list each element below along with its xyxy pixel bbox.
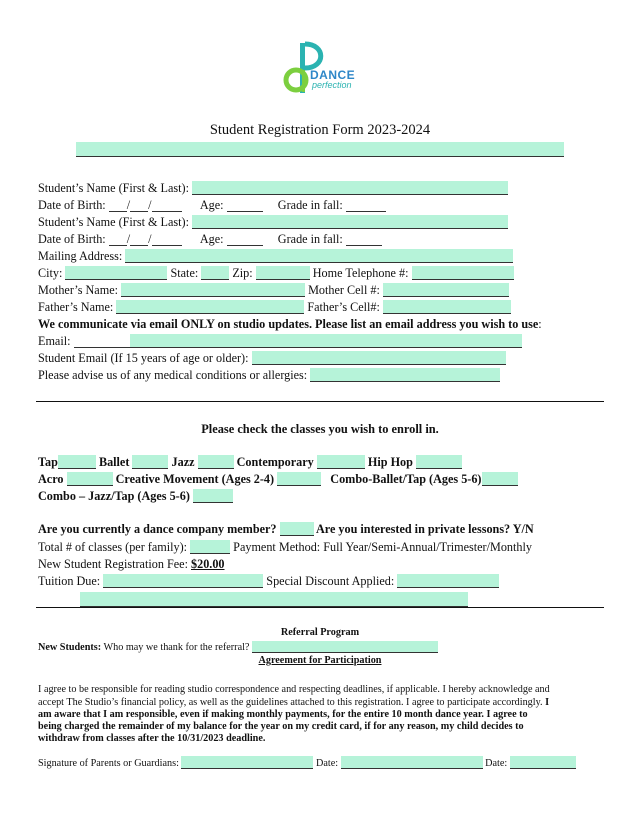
city-field[interactable]: [65, 266, 167, 280]
classes-heading: Please check the classes you wish to enroll in.: [201, 422, 439, 436]
referral-field[interactable]: [252, 641, 438, 653]
agreement-line-2: accept The Studio’s financial policy, as well as the guidelines attached to this registration. I agree to participate accordingly.: [38, 697, 543, 708]
student2-dob-day[interactable]: [130, 233, 148, 246]
student1-dob-day[interactable]: [130, 199, 148, 212]
agreement-heading: Agreement for Participation: [258, 655, 382, 666]
city-label: City:: [38, 266, 63, 280]
agreement-line-1: I agree to be responsible for reading studio correspondence and respecting deadlines, if applicable. I hereby acknowledge and: [38, 684, 550, 695]
student2-name-label: Student’s Name (First & Last):: [38, 215, 189, 229]
student2-grade-field[interactable]: [346, 233, 382, 246]
student2-dob-label: Date of Birth:: [38, 232, 106, 246]
agreement-line-4: being charged the remainder of my balance for the year on my credit card, if for any reason, my child decides to: [38, 721, 524, 732]
state-label: State:: [170, 266, 199, 280]
student-email-field[interactable]: [252, 351, 506, 365]
class-combo-ballet-checkbox[interactable]: [482, 472, 518, 486]
reg-fee-value: $20.00: [191, 557, 225, 571]
referral-question: Who may we thank for the referral?: [103, 642, 250, 653]
class-jazz-label: Jazz: [171, 455, 195, 469]
mother-cell-field[interactable]: [383, 283, 509, 297]
form-title: Student Registration Form 2023-2024: [209, 122, 431, 138]
class-hiphop-checkbox[interactable]: [416, 455, 462, 469]
total-classes-label: Total # of classes (per family):: [38, 540, 188, 554]
date-field[interactable]: [341, 756, 483, 769]
reg-fee-label: New Student Registration Fee:: [38, 557, 188, 571]
email-blank[interactable]: [74, 335, 130, 348]
student1-name-field[interactable]: [192, 181, 508, 195]
payment-method: Payment Method: Full Year/Semi-Annual/Trimester/Monthly: [233, 540, 532, 554]
student1-name-label: Student’s Name (First & Last):: [38, 181, 189, 195]
student1-dob-month[interactable]: [109, 199, 127, 212]
agreement-line-2-bold: I: [545, 697, 550, 708]
student2-dob-month[interactable]: [109, 233, 127, 246]
student2-age-label: Age:: [199, 232, 224, 246]
class-hiphop-label: Hip Hop: [367, 455, 413, 469]
class-combo-ballet-label: Combo-Ballet/Tap (Ages 5-6): [330, 472, 482, 486]
email-label: Email:: [38, 334, 71, 348]
class-ballet-checkbox[interactable]: [132, 455, 168, 469]
class-contemporary-checkbox[interactable]: [317, 455, 365, 469]
medical-label: Please advise us of any medical conditions or allergies:: [38, 368, 308, 382]
agreement-line-5: withdraw from classes after the 10/31/2023 deadline.: [38, 733, 266, 744]
father-cell-field[interactable]: [383, 300, 511, 314]
class-acro-checkbox[interactable]: [67, 472, 113, 486]
private-question: Are you interested in private lessons? Y/N: [315, 522, 534, 536]
mother-cell-label: Mother Cell #:: [308, 283, 380, 297]
student1-dob-label: Date of Birth:: [38, 198, 106, 212]
new-students-label: New Students:: [38, 642, 102, 653]
class-contemporary-label: Contemporary: [236, 455, 314, 469]
student1-dob-year[interactable]: [152, 199, 182, 212]
student1-grade-field[interactable]: [346, 199, 386, 212]
email-notice: We communicate via email ONLY on studio updates. Please list an email address you wish to use: [38, 317, 539, 331]
agreement-line-3: am aware that I am responsible, even if making monthly payments, for the entire 10 month dance year. I agree to: [38, 709, 528, 720]
mailing-address-field[interactable]: [125, 249, 513, 263]
student2-age-field[interactable]: [227, 233, 263, 246]
medical-field[interactable]: [310, 368, 500, 382]
zip-field[interactable]: [256, 266, 310, 280]
student-email-label: Student Email (If 15 years of age or older):: [38, 351, 249, 365]
mailing-address-label: Mailing Address:: [38, 249, 123, 263]
zip-label: Zip:: [232, 266, 253, 280]
home-telephone-label: Home Telephone #:: [312, 266, 409, 280]
total-classes-field[interactable]: [190, 540, 230, 554]
title-underline-field[interactable]: [76, 142, 564, 157]
class-creative-checkbox[interactable]: [277, 472, 321, 486]
date2-field[interactable]: [510, 756, 576, 769]
student2-dob-year[interactable]: [152, 233, 182, 246]
referral-heading: Referral Program: [280, 627, 360, 638]
divider-1: [36, 401, 604, 402]
student1-age-label: Age:: [199, 198, 224, 212]
student2-name-field[interactable]: [192, 215, 508, 229]
logo-subtitle: perfection: [312, 80, 352, 90]
class-acro-label: Acro: [38, 472, 64, 486]
mother-name-label: Mother’s Name:: [38, 283, 118, 297]
father-name-field[interactable]: [116, 300, 304, 314]
discount-field[interactable]: [397, 574, 499, 588]
class-tap-checkbox[interactable]: [58, 455, 96, 469]
logo-title: DANCE: [310, 68, 356, 82]
company-question: Are you currently a dance company member?: [38, 522, 277, 536]
father-name-label: Father’s Name:: [38, 300, 114, 314]
email-field[interactable]: [130, 334, 522, 348]
date2-label: Date:: [485, 758, 508, 769]
father-cell-label: Father’s Cell#:: [307, 300, 380, 314]
divider-2: [36, 607, 604, 608]
class-creative-label: Creative Movement (Ages 2-4): [115, 472, 275, 486]
date-label: Date:: [316, 758, 339, 769]
class-combo-jazz-checkbox[interactable]: [193, 489, 233, 503]
tuition-label: Tuition Due:: [38, 574, 101, 588]
student2-grade-label: Grade in fall:: [277, 232, 343, 246]
class-ballet-label: Ballet: [98, 455, 130, 469]
class-combo-jazz-label: Combo – Jazz/Tap (Ages 5-6): [38, 489, 190, 503]
extra-field[interactable]: [80, 592, 468, 607]
signature-field[interactable]: [181, 756, 313, 769]
student1-grade-label: Grade in fall:: [277, 198, 343, 212]
tuition-field[interactable]: [103, 574, 263, 588]
signature-label: Signature of Parents or Guardians:: [38, 758, 179, 769]
mother-name-field[interactable]: [121, 283, 305, 297]
email-notice-colon: :: [538, 317, 542, 331]
logo: [282, 40, 362, 100]
company-answer-field[interactable]: [280, 522, 314, 536]
student1-age-field[interactable]: [227, 199, 263, 212]
state-field[interactable]: [201, 266, 229, 280]
discount-label: Special Discount Applied:: [266, 574, 395, 588]
home-telephone-field[interactable]: [412, 266, 514, 280]
class-tap-label: Tap: [38, 455, 58, 469]
class-jazz-checkbox[interactable]: [198, 455, 234, 469]
